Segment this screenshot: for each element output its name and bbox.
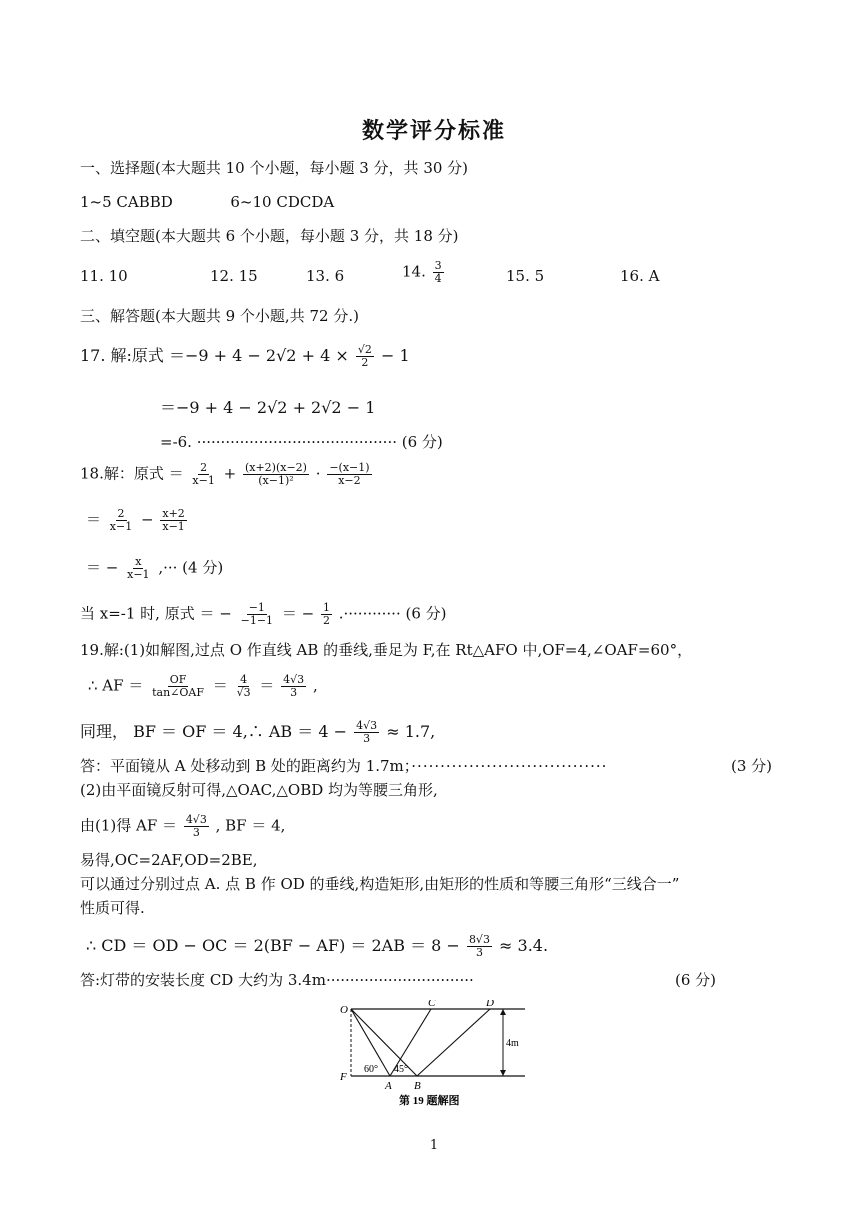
q19-line10: ∴ CD ＝ OD − OC ＝ 2(BF − AF) ＝ 2AB ＝ 8 − $\frac{8√3}{3}$ ≈ 3.4.	[86, 933, 549, 959]
height-label: 4m	[506, 1038, 519, 1049]
page-title: 数学评分标准	[361, 118, 506, 144]
q19-line7: 易得,OC=2AF,OD=2BE,	[80, 851, 258, 869]
answer-12: 12. 15	[210, 267, 258, 285]
fraction: $\frac{3}{4}$	[434, 259, 442, 285]
q17-line2: ＝−9 + 4 − 2√2 + 2√2 − 1	[160, 398, 376, 417]
label-a: A	[385, 1080, 392, 1092]
answer-15: 15. 5	[506, 267, 545, 285]
q19-line5: (2)由平面镜反射可得,△OAC,△OBD 均为等腰三角形,	[80, 781, 438, 799]
label-b: B	[414, 1080, 421, 1092]
q18-line4: 当 x=-1 时, 原式 ＝ − $\frac{-1}{-1-1}$ ＝ − $\frac{1}{2}$ .············ (6 分)	[80, 601, 447, 627]
label-c: C	[428, 1000, 436, 1009]
ray-bd	[417, 1009, 490, 1076]
fraction: $\frac{√2}{2}$	[357, 343, 372, 369]
label-o: O	[340, 1004, 348, 1016]
answer-14: 14. $\frac{3}{4}$	[402, 259, 442, 285]
q18-line3: ＝ − $\frac{x}{x-1}$ ,··· (4 分)	[86, 555, 224, 581]
q19-line8: 可以通过分别过点 A. 点 B 作 OD 的垂线,构造矩形,由矩形的性质和等腰三角形“三线合一”	[80, 875, 680, 893]
section-solve-heading: 三、解答题(本大题共 9 个小题,共 72 分.)	[80, 307, 359, 325]
q19-line11: 答:灯带的安装长度 CD 大约为 3.4m······························· (6 分)	[80, 971, 716, 989]
figure-caption: 第 19 题解图	[399, 1095, 460, 1107]
q18-line2: ＝ $\frac{2}{x-1}$ − $\frac{x+2}{x-1}$	[86, 507, 185, 533]
q19-line2: ∴ AF ＝ $\frac{OF}{\text{tan∠OAF}}$ ＝ $\frac{4}{√3}$ ＝ $\frac{4√3}{3}$ ,	[88, 673, 318, 699]
choice-answers-1-5: 1~5 CABBD	[80, 193, 173, 211]
choice-answers-row	[80, 192, 334, 212]
section-fill-heading: 二、填空题(本大题共 6 个小题，每小题 3 分，共 18 分)	[80, 227, 459, 245]
label-f: F	[340, 1071, 347, 1083]
section-choice-heading: 一、选择题(本大题共 10 个小题，每小题 3 分，共 30 分)	[80, 159, 469, 177]
q17-line3: =-6. ·········································· (6 分)	[160, 433, 443, 451]
q18-line1: 18.解：原式 ＝ $\frac{2}{x-1}$ + $\frac{(x+2)(x-2)}{\text{(x−1)²}}$ · $\frac{-(x-1)}{x-2}$	[80, 461, 370, 487]
answer-13: 13. 6	[306, 267, 345, 285]
page-number: 1	[429, 1138, 439, 1153]
q19-diagram	[335, 1000, 535, 1112]
label-d: D	[486, 1000, 494, 1009]
angle-60-label: 60°	[364, 1064, 378, 1075]
answer-16: 16. A	[620, 267, 660, 285]
q19-line4: 答：平面镜从 A 处移动到 B 处的距离约为 1.7m；·································· (3 分)	[80, 757, 772, 775]
q19-line6: 由(1)得 AF ＝ $\frac{4√3}{3}$ , BF ＝ 4,	[80, 813, 286, 839]
q19-line3: 同理， BF ＝ OF ＝ 4,∴ AB ＝ 4 − $\frac{4√3}{3}$ ≈ 1.7,	[80, 719, 436, 745]
q17-line1: 17. 解:原式 ＝−9 + 4 − 2√2 + 4 × $\frac{√2}{2}$ − 1	[80, 343, 410, 369]
q19-figure	[335, 1000, 535, 1112]
angle-45-label: 45°	[394, 1064, 408, 1075]
choice-answers-6-10: 6~10 CDCDA	[230, 193, 335, 211]
answer-11: 11. 10	[80, 267, 128, 285]
q19-line9: 性质可得.	[80, 899, 145, 917]
q19-line1: 19.解:(1)如解图,过点 O 作直线 AB 的垂线,垂足为 F,在 Rt△AFO 中,OF=4,∠OAF=60°，	[80, 641, 693, 659]
